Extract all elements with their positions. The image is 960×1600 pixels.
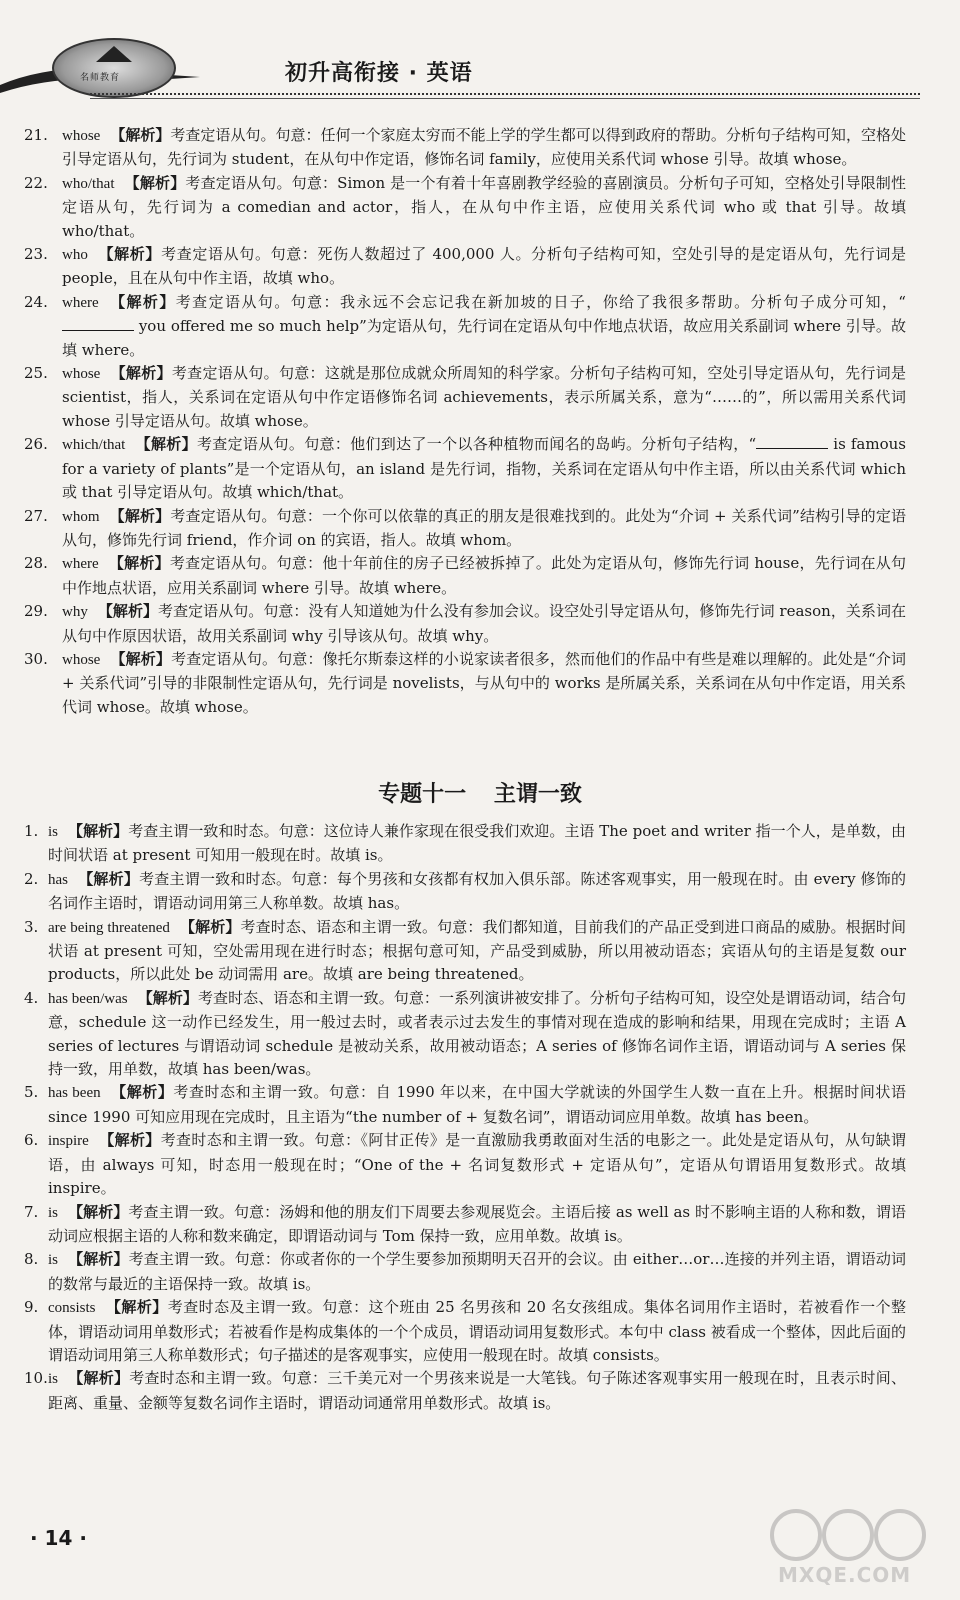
answer: which/that: [62, 437, 126, 454]
answer-item-28: 28. where 【解析】考查定语从句。句意：他十年前住的房子已经被拆掉了。此处为定语从句，修饰先行词 house，先行词在从句中作地点状语，应用关系副词 where 引导。故填 where。: [24, 554, 906, 597]
watermark-circle-icon: [874, 1509, 926, 1561]
answer-item-26: 26. which/that 【解析】考查定语从句。句意：他们到达了一个以各种植物而闻名的岛屿。分析句子结构，“ is famous for a variety of plants”是一个定语从句，an island 是先行词，指物，关系词在定语从句中作主语，所以由关系代词 which 或 that 引导定语从句。故填 which/that。: [24, 435, 906, 502]
header-rule: [90, 98, 920, 99]
analysis-text: 考查主谓一致。句意：你或者你的一个学生要参加预期明天召开的会议。由 either…or…连接的并列主语，谓语动词的数常与最近的主语保持一致。故填 is。: [48, 1250, 906, 1293]
answer-item-23: 23. who 【解析】考查定语从句。句意：死伤人数超过了 400,000 人。分析句子结构可知，空处引导的是定语从句，先行词是 people，且在从句中作主语，故填 who。: [24, 245, 906, 288]
answer: has been/was: [48, 990, 128, 1007]
analysis-tag: 【解析】: [68, 1369, 130, 1388]
analysis-text: 考查定语从句。句意：Simon 是一个有着十年喜剧教学经验的喜剧演员。分析句子可知，空格处引导限制性定语从句，先行词为 a comedian and actor，指人，在从句中作主语，应使用关系代词 who 或 that 引导。故填 who/that。: [62, 173, 906, 240]
answer-item-27: 27. whom 【解析】考查定语从句。句意：一个你可以依靠的真正的朋友是很难找到的。此处为“介词 + 关系代词”结构引导的定语从句，修饰先行词 friend，作介词 on 的宾语，指人。故填 whom。: [24, 506, 906, 549]
answer: is: [48, 824, 59, 840]
analysis-tag: 【解析】: [108, 554, 170, 573]
answer-item-7: 7. is 【解析】考查主谓一致。句意：汤姆和他的朋友们下周要去参观展览会。主语后接 as well as 时不影响主语的人称和数，谓语动词应根据主语的人称和数来确定，即谓语动词与 Tom 保持一致，应用单数。故填 is。: [24, 1202, 906, 1245]
answer: who/that: [62, 175, 115, 192]
analysis-text: 考查主谓一致和时态。句意：每个男孩和女孩都有权加入俱乐部。陈述客观事实，用一般现在时。由 every 修饰的名词作主语时，谓语动词用第三人称单数。故填 has。: [48, 869, 906, 913]
answer: consists: [48, 1300, 96, 1317]
answers-part-1: [24, 124, 906, 719]
answer: whose: [62, 366, 101, 383]
analysis-text: 考查定语从句。句意：他十年前住的房子已经被拆掉了。此处为定语从句，修饰先行词 house，先行词在从句中作地点状语，应用关系副词 where 引导。故填 where。: [62, 554, 906, 597]
analysis-text: 考查定语从句。句意：他们到达了一个以各种植物而闻名的岛屿。分析句子结构，“: [196, 435, 757, 454]
analysis-text: 考查定语从句。句意：像托尔斯泰这样的小说家读者很多，然而他们的作品中有些是难以理解的。此处是“介词 + 关系代词”引导的非限制性定语从句，先行词是 novelists，与从句中的 works 是所属关系，关系词在从句中作定语，用关系代词 whose。故填 whose。: [62, 649, 906, 716]
answer: whose: [62, 651, 101, 668]
watermark: [760, 1505, 940, 1595]
answer: is: [48, 1204, 59, 1221]
analysis-tag: 【解析】: [110, 649, 172, 668]
answer-item-21: 21. whose 【解析】考查定语从句。句意：任何一个家庭太穷而不能上学的学生都可以得到政府的帮助。分析句子结构可知，空格处引导定语从句，先行词为 student，在从句中作定语，修饰名词 family，应使用关系代词 whose 引导。故填 whose。: [24, 126, 906, 169]
analysis-text: 考查时态和主谓一致。句意：三千美元对一个男孩来说是一大笔钱。句子陈述客观事实用一般现在时，且表示时间、距离、重量、金额等复数名词作主语时，谓语动词通常用单数形式。故填 is。: [48, 1369, 906, 1412]
answer-item-22: 22. who/that 【解析】考查定语从句。句意：Simon 是一个有着十年喜剧教学经验的喜剧演员。分析句子可知，空格处引导限制性定语从句，先行词为 a comedian and actor，指人，在从句中作主语，应使用关系代词 who 或 that 引导。故填 who/that。: [24, 173, 906, 240]
answer: whose: [62, 128, 101, 144]
analysis-text: 考查定语从句。句意：任何一个家庭太穷而不能上学的学生都可以得到政府的帮助。分析句子结构可知，空格处引导定语从句，先行词为 student，在从句中作定语，修饰名词 family，应使用关系代词 whose 引导。故填 whose。: [62, 126, 906, 169]
analysis-text: 考查定语从句。句意：我永远不会忘记我在新加坡的日子，你给了我很多帮助。分析句子成分可知，“: [175, 292, 906, 311]
analysis-tag: 【解析】: [98, 1131, 161, 1150]
analysis-tag: 【解析】: [78, 869, 140, 888]
answer: inspire: [48, 1133, 89, 1150]
analysis-tag: 【解析】: [110, 1083, 174, 1102]
answer: has been: [48, 1085, 101, 1102]
answer: is: [48, 1371, 59, 1388]
analysis-text: 考查时态、语态和主谓一致。句意：我们都知道，目前我们的产品正受到进口商品的威胁。根据时间状语 at present 可知，空处需用现在进行时态；根据句意可知，产品受到威胁，所以用被动语态；宾语从句的主语是复数 our products，所以此处 be 动词需用 are。故填 are being threatened。: [48, 917, 906, 984]
answer-item-25: 25. whose 【解析】考查定语从句。句意：这就是那位成就众所周知的科学家。分析句子结构可知，空处引导定语从句，先行词是 scientist，指人，关系词在定语从句中作定语修饰名词 achievements，表示所属关系，意为“……的”，所以需用关系代词 whose 引导定语从句。故填 whose。: [24, 364, 906, 430]
answers-part-2: [24, 820, 906, 1415]
roof-icon: [96, 46, 132, 62]
analysis-text: 考查时态及主谓一致。句意：这个班由 25 名男孩和 20 名女孩组成。集体名词用作主语时，若被看作一个整体，谓语动词用单数形式；若被看作是构成集体的一个个成员，谓语动词用复数形式。本句中 class 被看成一个整体，因此后面的谓语动词用第三人称单数形式；句子描述的是客观事实，应使用一般现在时。故填 consists。: [48, 1298, 906, 1364]
answer: has: [48, 871, 68, 888]
logo-text: 名师教育: [80, 73, 121, 83]
watermark-circle-icon: [770, 1509, 822, 1561]
answer-item-10: 10. is 【解析】考查时态和主谓一致。句意：三千美元对一个男孩来说是一大笔钱。句子陈述客观事实用一般现在时，且表示时间、距离、重量、金额等复数名词作主语时，谓语动词通常用单数形式。故填 is。: [24, 1369, 906, 1412]
watermark-text: MXQE.COM: [778, 1563, 912, 1587]
analysis-tag: 【解析】: [97, 245, 162, 264]
analysis-tag: 【解析】: [68, 822, 129, 840]
analysis-tag: 【解析】: [110, 364, 172, 383]
answer-item-3: 3. are being threatened 【解析】考查时态、语态和主谓一致。句意：我们都知道，目前我们的产品正受到进口商品的威胁。根据时间状语 at present 可知，空处需用现在进行时态；根据句意可知，产品受到威胁，所以用被动语态；宾语从句的主语是复数 our products，所以此处 be 动词需用 are。故填 are being threatened。: [24, 917, 906, 984]
answer-item-29: 29. why 【解析】考查定语从句。句意：没有人知道她为什么没有参加会议。设空处引导定语从句，修饰先行词 reason，关系词在从句中作原因状语，故用关系副词 why 引导该从句。故填 why。: [24, 602, 906, 645]
analysis-text: 考查定语从句。句意：死伤人数超过了 400,000 人。分析句子结构可知，空处引导的是定语从句，先行词是 people，且在从句中作主语，故填 who。: [62, 245, 906, 288]
analysis-tag: 【解析】: [68, 1202, 129, 1221]
book-title: 初升高衔接 · 英语: [285, 61, 473, 86]
analysis-text: 考查主谓一致。句意：汤姆和他的朋友们下周要去参观展览会。主语后接 as well as 时不影响主语的人称和数，谓语动词应根据主语的人称和数来确定，即谓语动词与 Tom 保持一致，应用单数。故填 is。: [48, 1202, 906, 1245]
analysis-tag: 【解析】: [135, 435, 197, 454]
analysis-text: 考查定语从句。句意：没有人知道她为什么没有参加会议。设空处引导定语从句，修饰先行词 reason，关系词在从句中作原因状语，故用关系副词 why 引导该从句。故填 why。: [62, 602, 906, 645]
answer: where: [62, 556, 99, 573]
answer-item-5: 5. has been 【解析】考查时态和主谓一致。句意：自 1990 年以来，在中国大学就读的外国学生人数一直在上升。根据时间状语 since 1990 可知应用现在完成时，且主语为“the number of + 复数名词”，谓语动词应用单数。故填 has been。: [24, 1083, 906, 1126]
answer: is: [48, 1252, 59, 1269]
answer-item-2: 2. has 【解析】考查主谓一致和时态。句意：每个男孩和女孩都有权加入俱乐部。陈述客观事实，用一般现在时。由 every 修饰的名词作主语时，谓语动词用第三人称单数。故填 has。: [24, 869, 906, 913]
analysis-text: 考查时态、语态和主谓一致。句意：一系列演讲被安排了。分析句子结构可知，设空处是谓语动词，结合句意，schedule 这一动作已经发生，用一般过去时，或者表示过去发生的事情对现在造成的影响和结果，用现在完成时；主语 A series of lectures 与谓语动词 schedule 是被动关系，故用被动语态；A series of 修饰名词作主语，谓语动词与 A series 保持一致，用单数，故填 has been/was。: [48, 988, 906, 1079]
answer-item-8: 8. is 【解析】考查主谓一致。句意：你或者你的一个学生要参加预期明天召开的会议。由 either…or…连接的并列主语，谓语动词的数常与最近的主语保持一致。故填 is。: [24, 1250, 906, 1293]
analysis-tag: 【解析】: [105, 1298, 168, 1317]
analysis-tag: 【解析】: [108, 292, 176, 311]
blank-line: [62, 316, 134, 331]
answer: whom: [62, 508, 100, 525]
page-number: · 14 ·: [30, 1526, 87, 1550]
section-title: 专题十一 主谓一致: [378, 782, 582, 807]
analysis-text: is famous for a variety of plants”是一个定语从句，an island 是先行词，指物，关系词在定语从句中作主语，所以由关系代词 which 或 that 引导定语从句。故填 which/that。: [62, 435, 906, 502]
analysis-text: 考查定语从句。句意：一个你可以依靠的真正的朋友是很难找到的。此处为“介词 + 关系代词”结构引导的定语从句，修饰先行词 friend，作介词 on 的宾语，指人。故填 whom。: [62, 506, 906, 549]
analysis-text: 考查时态和主谓一致。句意：《阿甘正传》是一直激励我勇敢面对生活的电影之一。此处是定语从句，从句缺谓语，由 always 可知，时态用一般现在时；“One of the + 名词复数形式 + 定语从句”，定语从句谓语用复数形式。故填 inspire。: [48, 1131, 906, 1198]
header-dotted-rule: [90, 93, 920, 95]
answer-item-6: 6. inspire 【解析】考查时态和主谓一致。句意：《阿甘正传》是一直激励我勇敢面对生活的电影之一。此处是定语从句，从句缺谓语，由 always 可知，时态用一般现在时；“One of the + 名词复数形式 + 定语从句”，定语从句谓语用复数形式。故填 inspire。: [24, 1131, 906, 1198]
watermark-circle-icon: [822, 1509, 874, 1561]
analysis-tag: 【解析】: [124, 173, 186, 192]
analysis-tag: 【解析】: [68, 1250, 129, 1269]
page-header: [0, 0, 960, 110]
analysis-tag: 【解析】: [179, 917, 241, 936]
answer-item-9: 9. consists 【解析】考查时态及主谓一致。句意：这个班由 25 名男孩和 20 名女孩组成。集体名词用作主语时，若被看作一个整体，谓语动词用单数形式；若被看作是构成集体的一个个成员，谓语动词用复数形式。本句中 class 被看成一个整体，因此后面的谓语动词用第三人称单数形式；句子描述的是客观事实，应使用一般现在时。故填 consists。: [24, 1298, 906, 1364]
analysis-text: 考查定语从句。句意：这就是那位成就众所周知的科学家。分析句子结构可知，空处引导定语从句，先行词是 scientist，指人，关系词在定语从句中作定语修饰名词 achievements，表示所属关系，意为“……的”，所以需用关系代词 whose 引导定语从句。故填 whose。: [62, 364, 906, 430]
answer: are being threatened: [48, 919, 170, 936]
analysis-tag: 【解析】: [137, 988, 198, 1007]
answer-item-30: 30. whose 【解析】考查定语从句。句意：像托尔斯泰这样的小说家读者很多，然而他们的作品中有些是难以理解的。此处是“介词 + 关系代词”引导的非限制性定语从句，先行词是 novelists，与从句中的 works 是所属关系，关系词在从句中作定语，用关系代词 whose。故填 whose。: [24, 649, 906, 716]
answer: why: [62, 604, 88, 621]
answer: where: [62, 294, 99, 311]
analysis-text: 考查时态和主谓一致。句意：自 1990 年以来，在中国大学就读的外国学生人数一直在上升。根据时间状语 since 1990 可知应用现在完成时，且主语为“the number of + 复数名词”，谓语动词应用单数。故填 has been。: [48, 1083, 906, 1126]
analysis-tag: 【解析】: [109, 506, 171, 525]
publisher-logo: [52, 38, 176, 98]
answer-item-24: 24. where 【解析】考查定语从句。句意：我永远不会忘记我在新加坡的日子，你给了我很多帮助。分析句子成分可知，“ you offered me so much help”为定语从句，先行词在定语从句中作地点状语，故应用关系副词 where 引导。故填 where。: [24, 292, 906, 359]
analysis-text: 考查主谓一致和时态。句意：这位诗人兼作家现在很受我们欢迎。主语 The poet and writer 指一个人，是单数，由时间状语 at present 可知用一般现在时。故填 is。: [48, 822, 906, 865]
answer-item-1: 1. is 【解析】考查主谓一致和时态。句意：这位诗人兼作家现在很受我们欢迎。主语 The poet and writer 指一个人，是单数，由时间状语 at present 可知用一般现在时。故填 is。: [24, 822, 906, 865]
analysis-tag: 【解析】: [110, 126, 171, 144]
analysis-tag: 【解析】: [97, 602, 159, 621]
answer-item-4: 4. has been/was 【解析】考查时态、语态和主谓一致。句意：一系列演讲被安排了。分析句子结构可知，设空处是谓语动词，结合句意，schedule 这一动作已经发生，用一般过去时，或者表示过去发生的事情对现在造成的影响和结果，用现在完成时；主语 A series of lectures 与谓语动词 schedule 是被动关系，故用被动语态；A series of 修饰名词作主语，谓语动词与 A series 保持一致，用单数，故填 has been/was。: [24, 988, 906, 1079]
blank-line: [756, 434, 828, 449]
answer: who: [62, 247, 88, 264]
analysis-text: you offered me so much help”为定语从句，先行词在定语从句中作地点状语，故应用关系副词 where 引导。故填 where。: [62, 317, 906, 359]
